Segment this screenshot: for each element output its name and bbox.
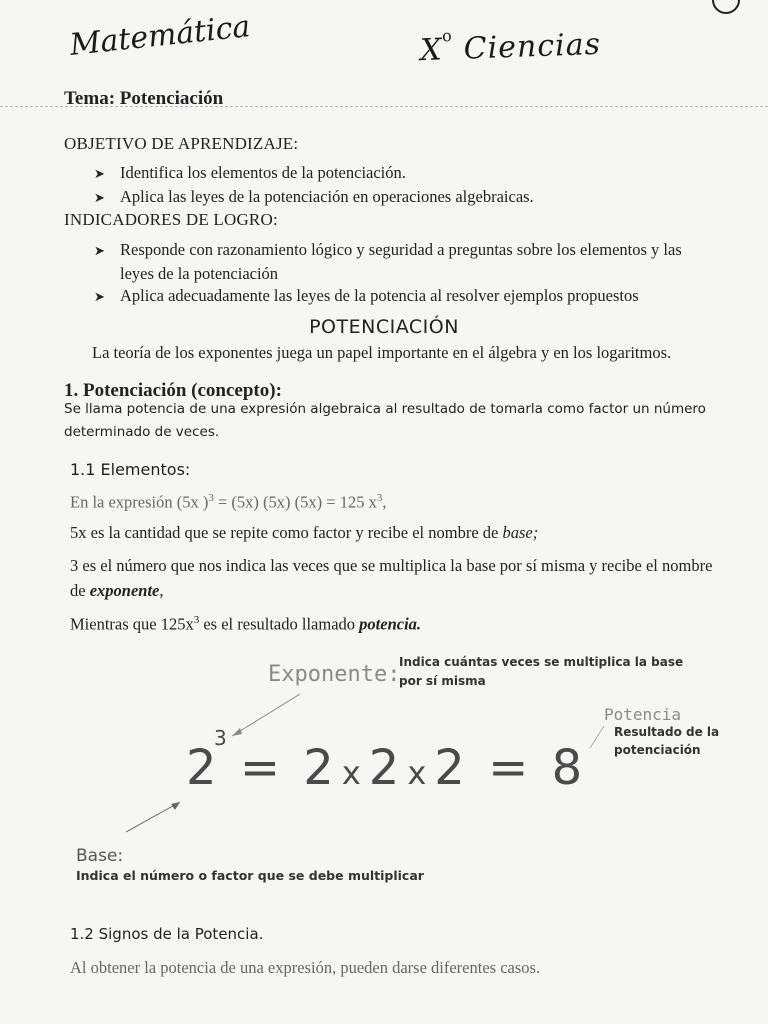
indicator-item-text: Aplica adecuadamente las leyes de la potencia al resolver ejemplos propuestos: [120, 286, 639, 305]
topic-title: Tema: Potenciación: [64, 88, 224, 109]
arrow-bullet-icon: ➤: [94, 243, 105, 258]
exponent-definition-line: 3 es el número que nos indica las veces que se multiplica la base por sí misma y recibe el nombre: [70, 556, 713, 575]
power-arrow: [590, 726, 604, 748]
formula-result: 8: [551, 740, 587, 796]
formula-factor: 2: [303, 740, 338, 796]
power-term: potencia.: [359, 614, 422, 634]
exponent-arrow: [232, 694, 300, 736]
formula-exponent: 3: [214, 726, 227, 750]
section-1-text-line: Se llama potencia de una expresión algebraica al resultado de tomarla como factor un número: [64, 401, 706, 417]
power-definition-prefix: Mientras que 125x: [70, 614, 194, 634]
exponent-definition-prefix: de: [70, 581, 90, 600]
power-description-line: potenciación: [614, 743, 701, 757]
grade-number: X: [419, 32, 444, 69]
arrow-bullet-icon: ➤: [94, 190, 105, 205]
section-1-text-line: determinado de veces.: [64, 424, 220, 440]
power-description-line: Resultado de la: [614, 725, 720, 739]
handwritten-subject: Matemática: [68, 9, 252, 63]
exponent-definition-suffix: ,: [159, 581, 164, 600]
main-title: POTENCIACIÓN: [309, 316, 459, 338]
exponent-label: Exponente:: [268, 662, 401, 687]
objective-item-text: Identifica los elementos de la potenciación.: [120, 163, 406, 182]
indicator-item-continuation: leyes de la potenciación: [120, 264, 279, 283]
exponent-description-line: por sí misma: [399, 674, 486, 688]
arrow-bullet-icon: ➤: [94, 289, 105, 304]
objective-heading: OBJETIVO DE APRENDIZAJE:: [64, 134, 299, 153]
indicators-heading: INDICADORES DE LOGRO:: [64, 210, 278, 229]
power-label: Potencia: [604, 705, 682, 724]
expression-middle: = (5x) (5x) (5x) = 125 x: [213, 492, 377, 512]
exponent-arrowhead: [232, 728, 242, 736]
power-exponent: 3: [193, 614, 200, 626]
section-1-heading: 1. Potenciación (concepto):: [64, 380, 282, 401]
section-1-2-heading: 1.2 Signos de la Potencia.: [70, 925, 264, 943]
base-arrow: [126, 802, 180, 832]
base-description: Indica el número o factor que se debe multiplicar: [76, 868, 424, 883]
grade-superscript: o: [441, 26, 453, 46]
section-1-2-text: Al obtener la potencia de una expresión, pueden darse diferentes casos.: [70, 958, 541, 977]
formula-equals: =: [488, 740, 533, 796]
power-formula: [186, 726, 587, 796]
formula-base: 2: [186, 740, 221, 796]
expression-exponent: 3: [208, 492, 214, 504]
base-arrowhead: [171, 802, 180, 810]
base-label: Base:: [76, 846, 124, 866]
formula-equals: =: [239, 740, 285, 796]
formula-times: x: [407, 754, 431, 792]
expression-exponent: 3: [376, 492, 383, 504]
power-definition-middle: es el resultado llamado: [199, 614, 360, 634]
exponent-description-line: Indica cuántas veces se multiplica la base: [399, 655, 684, 669]
exponent-term: exponente: [89, 581, 160, 600]
formula-factor: 2: [368, 740, 404, 796]
objective-item-text: Aplica las leyes de la potenciación en operaciones algebraicas.: [120, 187, 534, 206]
intro-paragraph: La teoría de los exponentes juega un papel importante en el álgebra y en los logaritmos.: [92, 343, 672, 362]
expression-prefix: En la expresión (5x ): [70, 492, 209, 512]
grade-group: Ciencias: [463, 26, 602, 67]
expression-suffix: ,: [382, 492, 387, 512]
base-definition-text: 5x es la cantidad que se repite como factor y recibe el nombre de: [70, 523, 503, 542]
formula-times: x: [341, 754, 365, 792]
indicator-item-text: Responde con razonamiento lógico y seguridad a preguntas sobre los elementos y las: [120, 240, 682, 259]
arrow-bullet-icon: ➤: [94, 166, 105, 181]
formula-factor: 2: [434, 740, 469, 796]
base-term: base;: [502, 523, 539, 542]
section-1-1-heading: 1.1 Elementos:: [70, 460, 191, 479]
